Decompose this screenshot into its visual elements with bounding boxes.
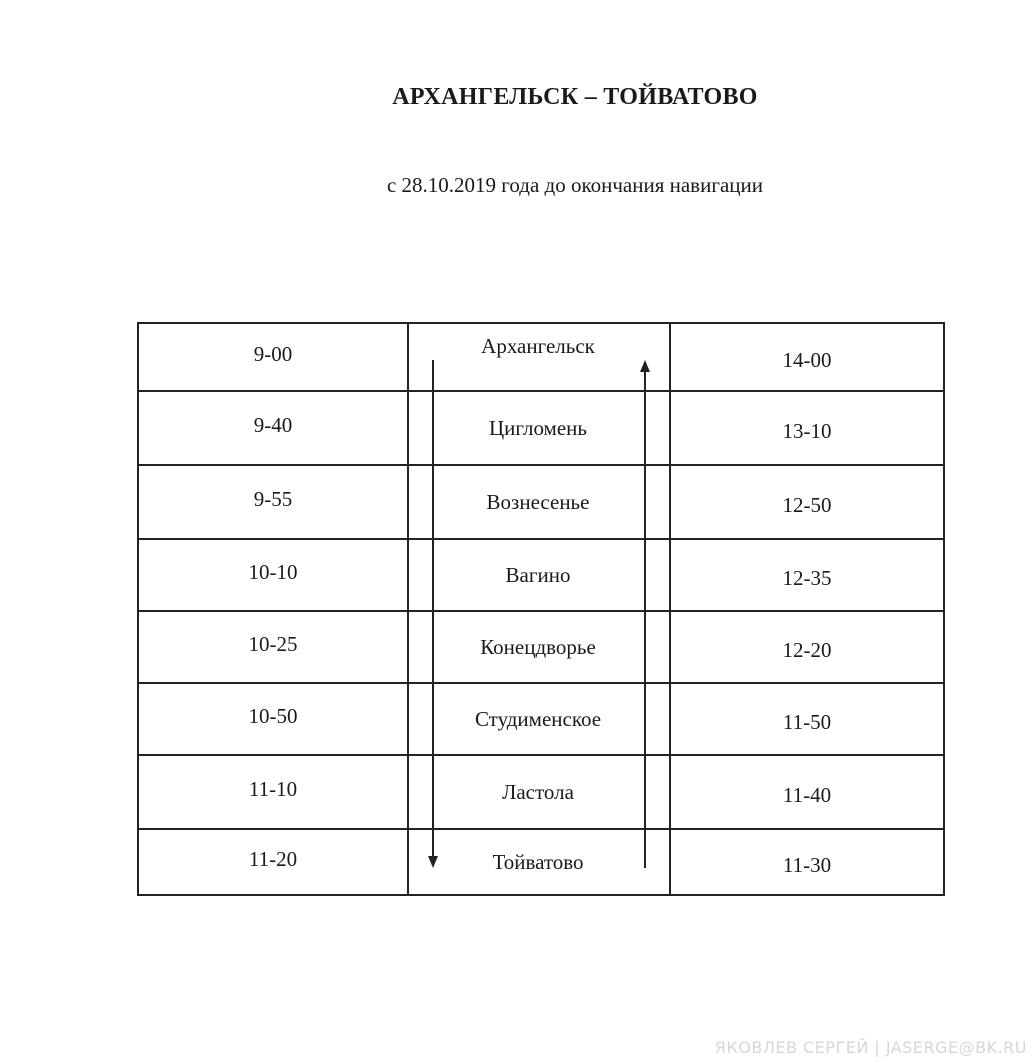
table-row	[139, 756, 943, 830]
page-title: АРХАНГЕЛЬСК – ТОЙВАТОВО	[392, 84, 758, 110]
return-time: 14-00	[782, 347, 832, 372]
stop-name: Цигломень	[489, 415, 587, 440]
table-row	[139, 540, 943, 612]
stop-name: Вознесенье	[486, 489, 590, 514]
validity-period: с 28.10.2019 года до окончания навигации	[386, 173, 763, 197]
departure-time: 11-20	[248, 846, 298, 871]
departure-time: 9-00	[253, 341, 293, 366]
return-time: 11-50	[782, 709, 832, 734]
schedule-table	[137, 322, 945, 896]
table-row	[139, 466, 943, 540]
departure-time: 10-25	[248, 631, 298, 656]
departure-time: 11-10	[248, 776, 298, 801]
table-row	[139, 684, 943, 756]
watermark: ЯКОВЛЕВ СЕРГЕЙ | JASERGE@BK.RU	[714, 1038, 1027, 1057]
stop-name: Тойватово	[492, 849, 584, 874]
table-row	[139, 324, 943, 392]
return-time: 13-10	[782, 418, 832, 443]
stop-name: Конецдворье	[480, 634, 596, 659]
stop-name: Вагино	[505, 562, 571, 587]
table-row	[139, 830, 943, 894]
stop-name: Студименское	[474, 706, 602, 731]
return-time: 12-35	[782, 565, 832, 590]
table-row	[139, 612, 943, 684]
return-time: 12-50	[782, 492, 832, 517]
departure-time: 10-10	[248, 559, 298, 584]
departure-time: 9-55	[253, 486, 293, 511]
departure-time: 10-50	[248, 703, 298, 728]
table-row	[139, 392, 943, 466]
stop-name: Ластола	[502, 779, 574, 804]
return-time: 12-20	[782, 637, 832, 662]
departure-time: 9-40	[253, 412, 293, 437]
return-time: 11-40	[782, 782, 832, 807]
return-time: 11-30	[782, 852, 832, 877]
stop-name: Архангельск	[481, 333, 595, 358]
